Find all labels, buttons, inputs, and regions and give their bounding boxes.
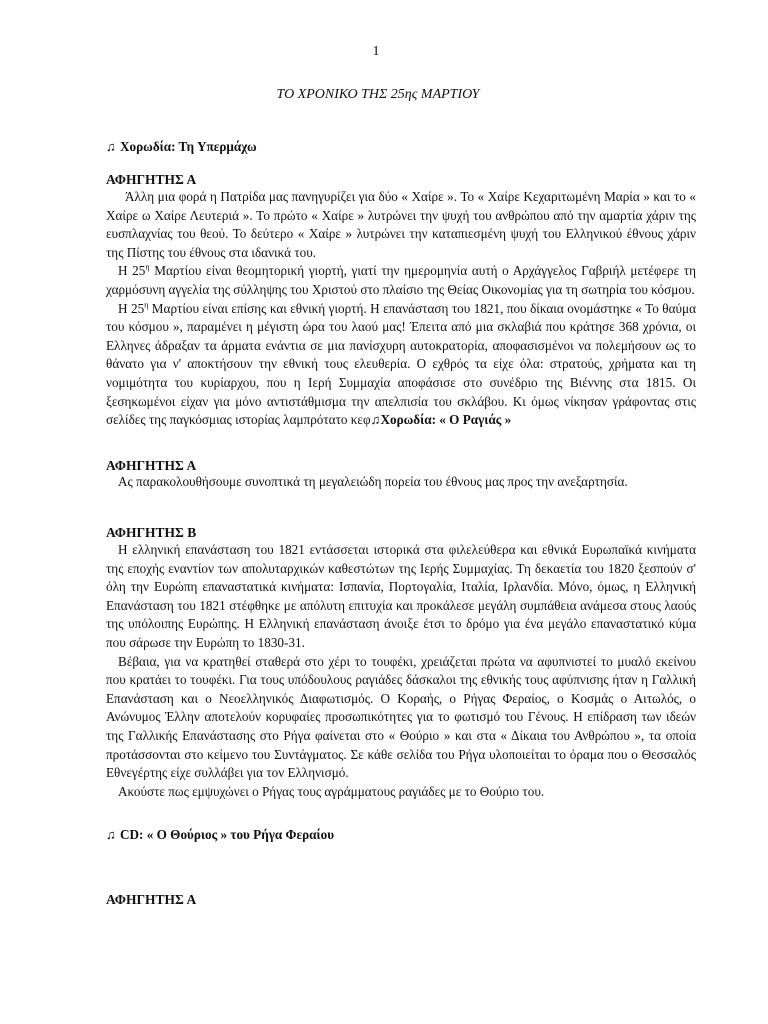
choir-line-1 xyxy=(106,138,696,157)
narration-a-1 xyxy=(106,188,696,430)
paragraph-7: Ακούστε πως εμψυχώνει ο Ρήγας τους αγράμματους ραγιάδες με το Θούριο του. xyxy=(118,783,545,799)
narrator-a-heading-3: ΑΦΗΓΗΤΗΣ Α xyxy=(106,892,197,907)
paragraph-1: Άλλη μια φορά η Πατρίδα μας πανηγυρίζει για δύο « Χαίρε ». Το « Χαίρε Κεχαριτωμένη Μαρία » και το « Χαίρε ω Χαίρε Λευτεριά ». Το πρώτο « Χαίρε » λυτρώνει την ψυχή του ανθρώπου από την αμαρτία χάριν της ευσπλαχνίας του θεού. Το δεύτερο « Χαίρε » λυτρώνει την καταπιεσμένη ψυχή του Ελληνικού έθνους χάριν της Πίστης του έθνους στα ιδανικά του. xyxy=(106,189,696,260)
cd-line xyxy=(106,826,696,845)
narration-a-2 xyxy=(106,473,696,492)
narration-b xyxy=(106,541,696,801)
cd-label: CD: « Ο Θούριος » του Ρήγα Φεραίου xyxy=(120,827,335,842)
paragraph-6: Βέβαια, για να κρατηθεί σταθερά στο χέρι το τουφέκι, χρειάζεται πρώτα να αφυπνιστεί το μυαλό εκείνου που κρατάει το τουφέκι. Για τους υπόδουλους ραγιάδες δάσκαλοι της εθνικής τους αφύπνισης ήταν η Γαλλική Επανάσταση και ο Νεοελληνικός Διαφωτισμός. Ο Κοραής, ο Ρήγας Φεραίος, ο Κοσμάς ο Αιτωλός, ο Ανώνυμος Έλλην αποτελούν κορυφαίες προσωπικότητες για το φωτισμό του Γένους. Η επίδραση των ιδεών της Γαλλικής Επανάστασης στο Ρήγα φαίνεται στο « Θούριο » και στα « Δίκαια του Ανθρώπου », τα οποία προτάσσονται στο κείμενο του Συντάγματος. Σε κάθε σελίδα του Ρήγα υλοποιείται το όραμα που ο Θεσσαλός Εθνεγέρτης είχε συλλάβει για τον Ελληνισμό. xyxy=(106,653,696,781)
choir-label-1: Χορωδία: Τη Υπερμάχω xyxy=(120,139,257,154)
music-note-icon: ♫ xyxy=(106,139,116,154)
document-title: ΤΟ ΧΡΟΝΙΚΟ ΤΗΣ 25ης ΜΑΡΤΙΟΥ xyxy=(276,87,480,102)
paragraph-5: Η ελληνική επανάσταση του 1821 εντάσσεται ιστορικά στα φιλελεύθερα και εθνικά Ευρωπαϊκά κινήματα της εποχής εναντίον των απολυταρχικών καθεστώτων της Ιερής Συμμαχίας. Τη δεκαετία του 1820 ξεσπούν σ' όλη την Ευρώπη επαναστατικά κινήματα: Ισπανία, Πορτογαλία, Ιταλία, Ιρλανδία. Μόνο, όμως, η Ελληνική Επανάσταση του 1821 στέφθηκε με απόλυτη επιτυχία και προκάλεσε μεγάλη συμπάθεια ανάμεσα στους λαούς της υπόλοιπης Ευρώπης. Η Ελληνική επανάσταση άνοιξε έτσι το δρόμο για ένα μεγάλο επαναστατικό κύμα που σάρωσε την Ευρώπη το 1830-31. xyxy=(106,542,696,650)
music-note-icon: ♫ xyxy=(370,412,381,428)
narrator-a-heading-1: ΑΦΗΓΗΤΗΣ Α xyxy=(106,172,197,187)
narrator-b-heading: ΑΦΗΓΗΤΗΣ Β xyxy=(106,525,197,540)
paragraph-3: Η $25^\eta$ Μαρτίου είναι επίσης και εθνική γιορτή. Η επανάσταση του 1821, που δίκαια ονομάστηκε « Το θαύμα του κόσμου », παραμένει η μέγιστη ώρα του λαού μας! Έπειτα από μια σκλαβιά που κράτησε 368 χρόνια, οι Ελληνες άδραξαν τα άρματα ενάντια σε μια πανίσχυρη αυτοκρατορία, αποφασισμένοι να πολεμήσουν ως το θάνατο για ν' αποκτήσουν την εθνική τους ελευθερία. Ο εχθρός τα είχε όλα: στρατούς, χρήματα και τη νομιμότητα του κυρίαρχου, που η Ιερή Συμμαχία αποφάσισε στο συνέδριο της Βιέννης στα 1815. Οι ξεσηκωμένοι είχαν για μόνο αντιστάθμισμα την απελπισία του σκλάβου. Κι όμως νίκησαν γράφοντας στις σελίδες της παγκόσμιας ιστορίας λαμπρότατο κεφ♫Χορωδία: « Ο Ραγιάς » xyxy=(106,300,696,428)
narrator-a-heading-2: ΑΦΗΓΗΤΗΣ Α xyxy=(106,458,197,473)
paragraph-4: Ας παρακολουθήσουμε συνοπτικά τη μεγαλειώδη πορεία του έθνους μας προς την ανεξαρτησία. xyxy=(118,474,628,489)
page-number: 1 xyxy=(372,44,380,59)
music-note-icon: ♫ xyxy=(106,827,116,842)
paragraph-2: Η $25^\eta$ Μαρτίου είναι θεομητορική γιορτή, γιατί την ημερομηνία αυτή ο Αρχάγγελος Γαβριήλ μετέφερε τη χαρμόσυνη αγγελία της σύλληψης του Χριστού στο πλαίσιο της Θείας Οικονομίας για τη σωτηρία του κόσμου. xyxy=(106,262,696,297)
choir-label-2: Χορωδία: « Ο Ραγιάς » xyxy=(380,412,512,428)
